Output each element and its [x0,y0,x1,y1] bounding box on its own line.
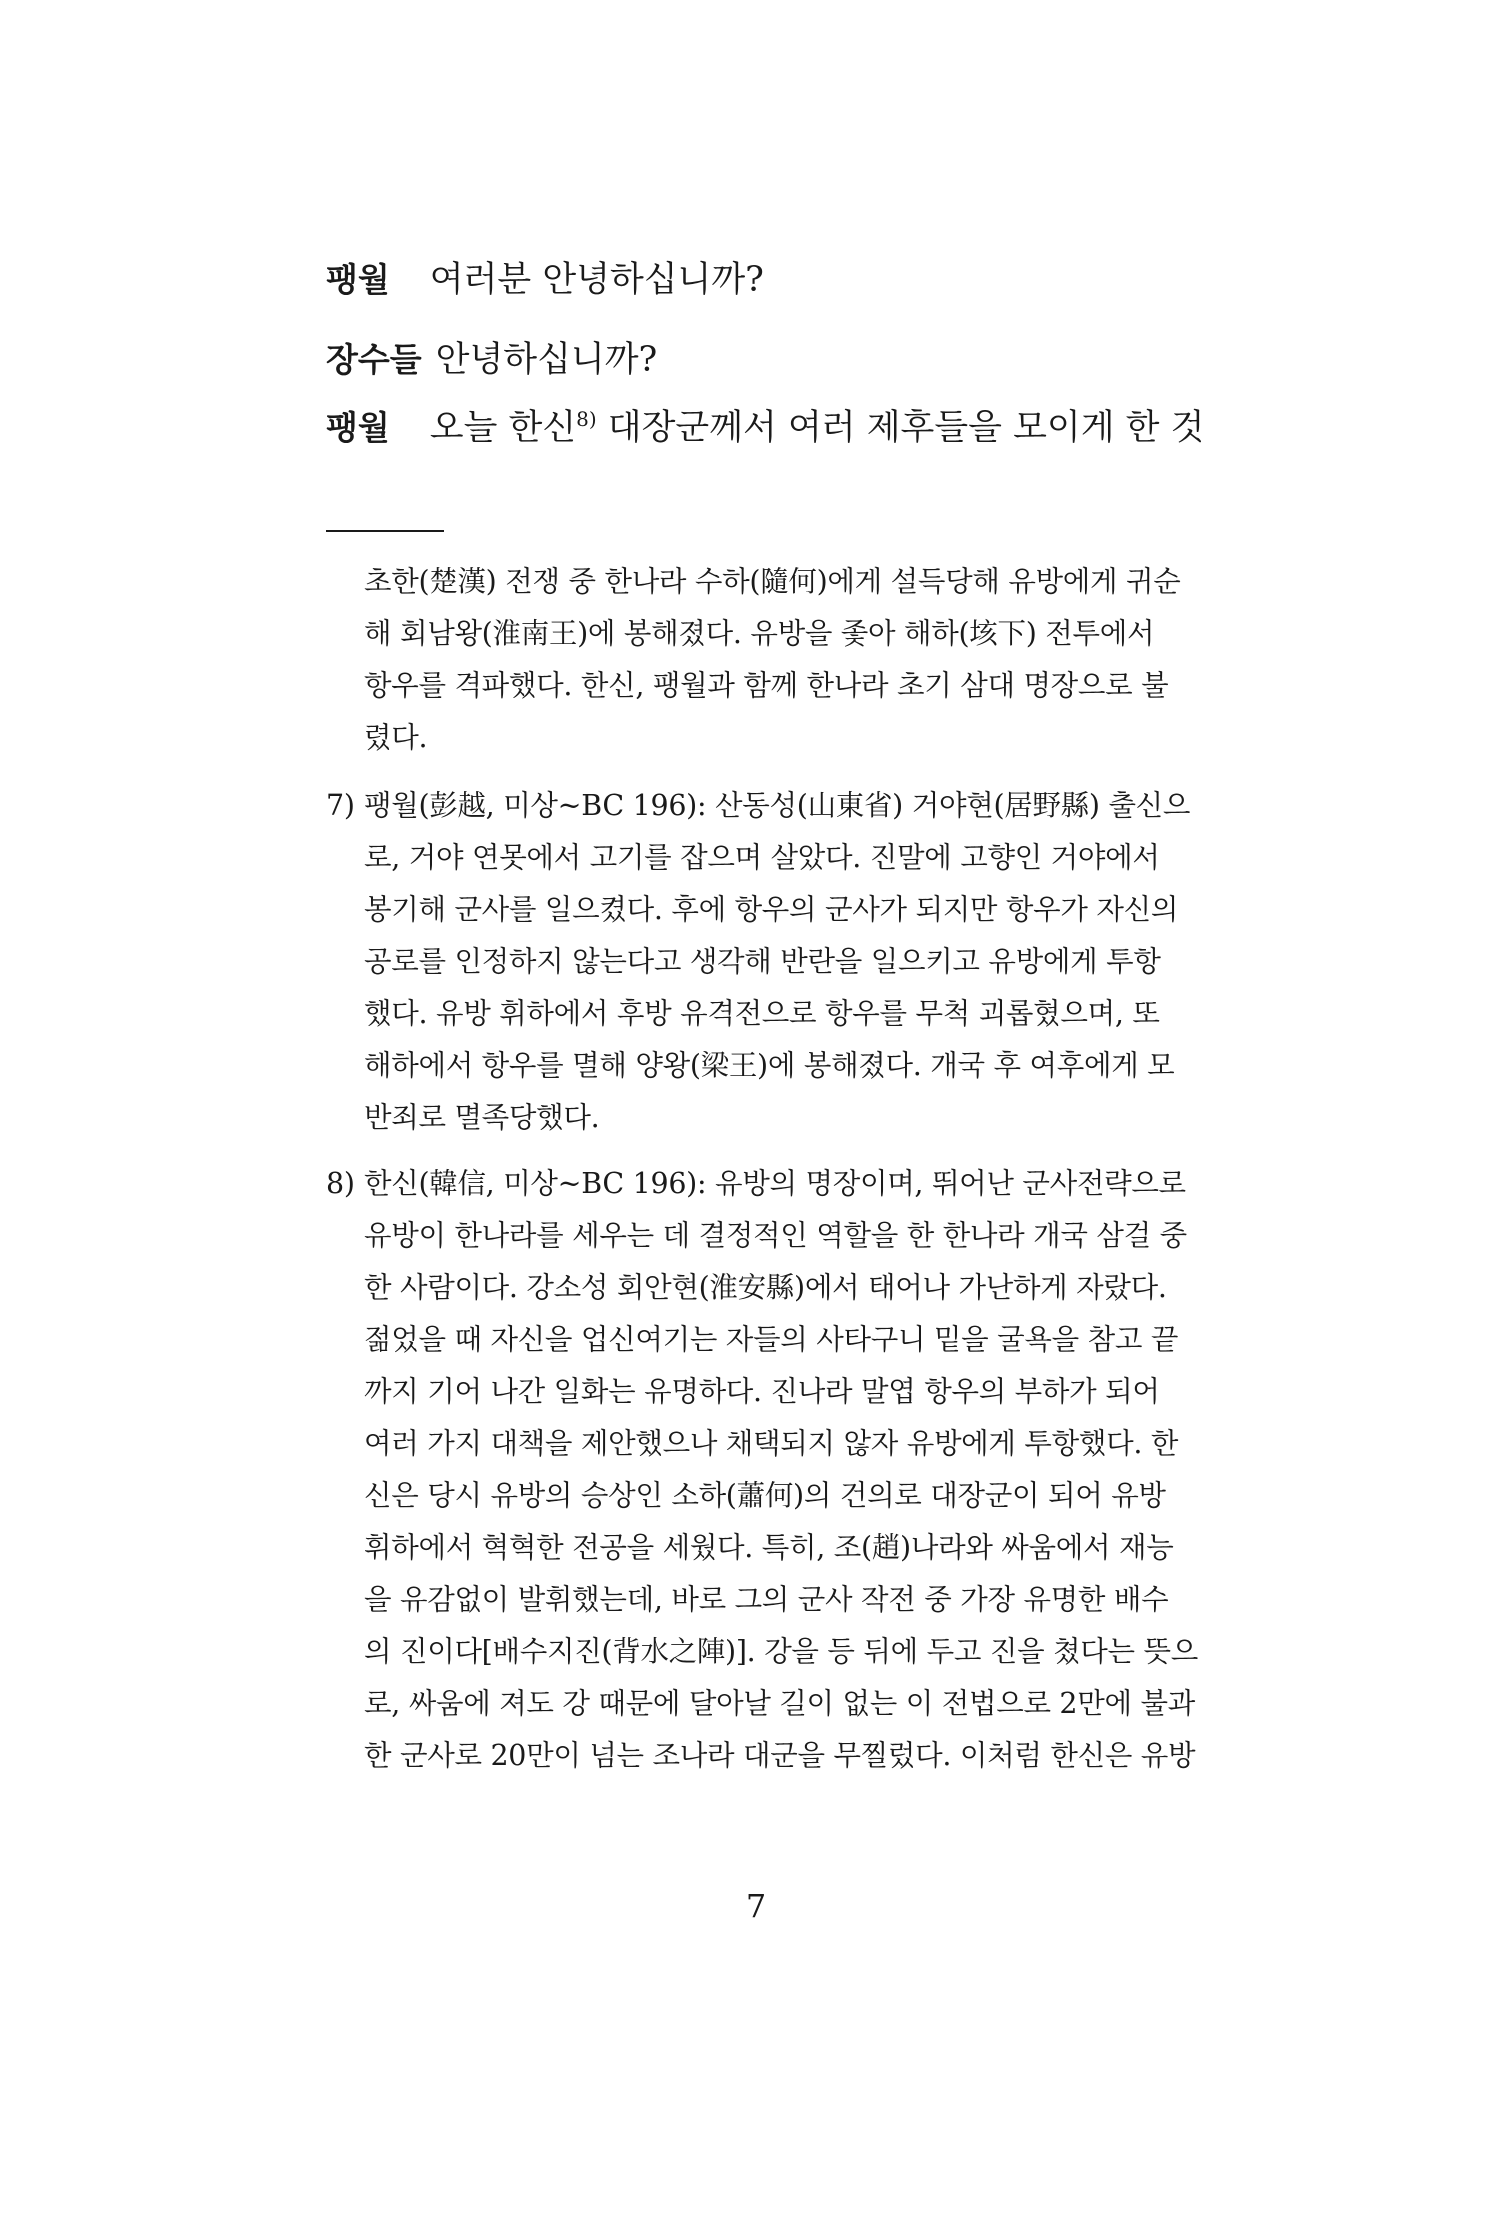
footnote-8-line: 로, 싸움에 져도 강 때문에 달아날 길이 없는 이 전법으로 2만에 불과 [364,1687,1195,1720]
footnote-8-line: 젊었을 때 자신을 업신여기는 자들의 사타구니 밑을 굴욕을 참고 끝 [364,1323,1179,1356]
footnote-reference[interactable]: 8) [576,407,597,431]
footnote-8-line: 여러 가지 대책을 제안했으나 채택되지 않자 유방에게 투항했다. 한 [364,1427,1179,1460]
footnote-7-line: 봉기해 군사를 일으켰다. 후에 항우의 군사가 되지만 항우가 자신의 [364,893,1179,926]
footnote-8-line: 한 사람이다. 강소성 회안현(淮安縣)에서 태어나 가난하게 자랐다. [364,1271,1167,1304]
speaker-name: 장수들 [326,340,422,379]
dialogue-line [326,250,1266,310]
speaker-name: 팽월 [326,260,390,299]
footnote-text: 한신(韓信, 미상~BC 196): 유방의 명장이며, 뛰어난 군사전략으로 [364,1167,1186,1200]
footnote-separator [326,530,444,532]
footnote-8-line: 신은 당시 유방의 승상인 소하(蕭何)의 건의로 대장군이 되어 유방 [364,1479,1166,1512]
speaker-name: 팽월 [326,408,390,447]
footnote-number: 8) [326,1167,355,1200]
dialogue-line [326,330,1266,390]
footnote-text: 팽월(彭越, 미상~BC 196): 산동성(山東省) 거야현(居野縣) 출신으 [364,789,1191,822]
footnote-7-line: 해하에서 항우를 멸해 양왕(梁王)에 봉해졌다. 개국 후 여후에게 모 [364,1049,1175,1082]
footnote-8-line: 의 진이다[배수지진(背水之陣)]. 강을 등 뒤에 두고 진을 쳤다는 뜻으 [364,1635,1198,1668]
footnote-7-line: 반죄로 멸족당했다. [364,1101,600,1134]
footnote-8-line: 휘하에서 혁혁한 전공을 세웠다. 특히, 조(趙)나라와 싸움에서 재능 [364,1531,1174,1564]
footnote-7-line: 했다. 유방 휘하에서 후방 유격전으로 항우를 무척 괴롭혔으며, 또 [364,997,1160,1030]
footnote-number: 7) [326,789,355,822]
dialogue-text: 오늘 한신 [429,408,577,448]
footnote-8-line [326,1164,1226,1204]
footnote-7-line [326,786,1226,826]
dialogue-line [326,398,1266,458]
footnote-8-line: 까지 기어 나간 일화는 유명하다. 진나라 말엽 항우의 부하가 되어 [364,1375,1160,1408]
page-number: 7 [745,1887,767,1925]
footnote-continued-line: 초한(楚漢) 전쟁 중 한나라 수하(隨何)에게 설득당해 유방에게 귀순 [364,565,1181,598]
footnote-7-line: 공로를 인정하지 않는다고 생각해 반란을 일으키고 유방에게 투항 [364,945,1161,978]
dialogue-text-continued: 대장군께서 여러 제후들을 모이게 한 것 [596,408,1205,448]
dialogue-text: 여러분 안녕하십니까? [429,260,764,300]
footnote-8-line: 유방이 한나라를 세우는 데 결정적인 역할을 한 한나라 개국 삼걸 중 [364,1219,1187,1252]
footnote-continued-line: 항우를 격파했다. 한신, 팽월과 함께 한나라 초기 삼대 명장으로 불 [364,669,1169,702]
footnote-7-line: 로, 거야 연못에서 고기를 잡으며 살았다. 진말에 고향인 거야에서 [364,841,1160,874]
footnote-continued-line: 해 회남왕(淮南王)에 봉해졌다. 유방을 좇아 해하(垓下) 전투에서 [364,617,1155,650]
footnote-continued-line: 렸다. [364,721,428,754]
dialogue-text: 안녕하십니까? [435,340,658,380]
footnote-8-line: 한 군사로 20만이 넘는 조나라 대군을 무찔렀다. 이처럼 한신은 유방 [364,1739,1196,1772]
footnote-8-line: 을 유감없이 발휘했는데, 바로 그의 군사 작전 중 가장 유명한 배수 [364,1583,1169,1616]
